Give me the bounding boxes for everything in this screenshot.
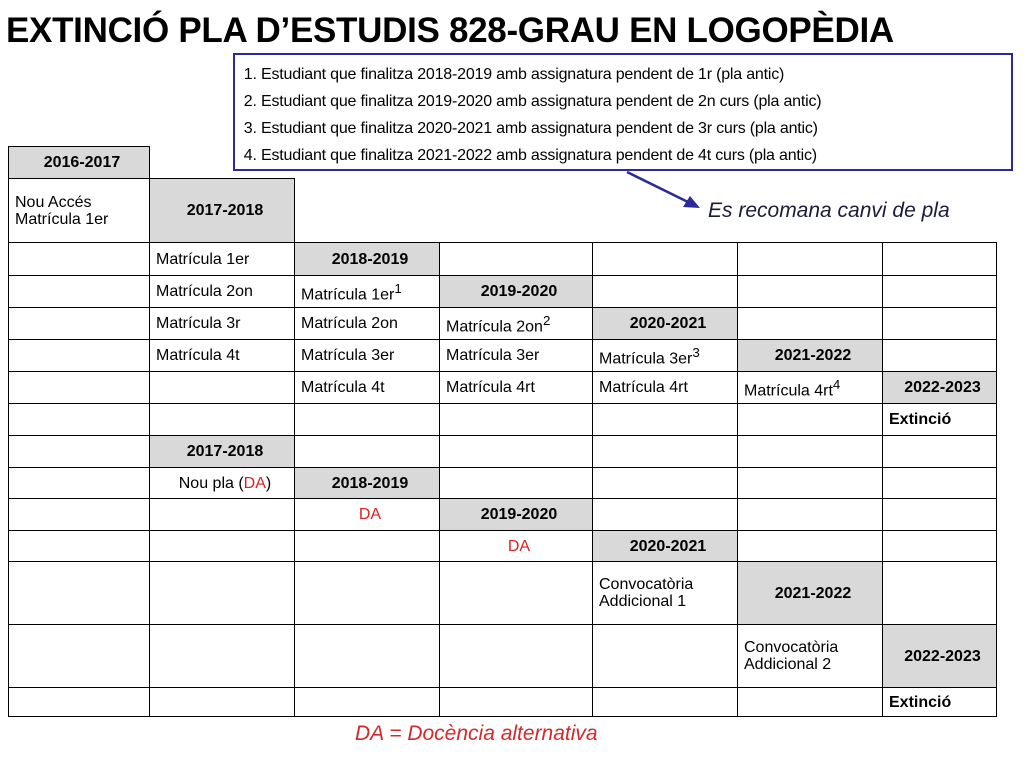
table-row [9,276,997,308]
cell-text: Addicional 2 [744,656,832,673]
cell-text: Nou pla ( [178,474,244,492]
table-cell [593,688,738,717]
table-cell [150,562,295,625]
table-row [9,179,997,243]
table-cell [9,340,150,372]
cell-text: Convocatòria [744,639,839,656]
table-cell [440,308,593,340]
table-cell [150,531,295,562]
table-cell [9,243,150,276]
table-cell [440,468,593,499]
table-row [9,340,997,372]
footnote-2: 2. Estudiant que finalitza 2019-2020 amb assignatura pendent de 2n curs (pla antic) [261,88,1005,115]
table-cell [883,531,997,562]
table-cell [440,436,593,468]
cell-text: Matrícula 2on [446,318,543,336]
table-cell [9,531,150,562]
extinction-label: Extinció [883,688,997,717]
table-cell: Matrícula 1er [150,243,295,276]
table-cell: Matrícula 4rt [440,372,593,404]
table-cell [440,688,593,717]
year-header: 2018-2019 [295,243,440,276]
table-cell [883,468,997,499]
table-cell [738,688,883,717]
da-label: DA [295,499,440,531]
table-cell [883,562,997,625]
table-cell: Matrícula 3er [440,340,593,372]
table-cell [440,625,593,688]
cell-text: Matrícula 3er [599,350,693,368]
table-cell [593,276,738,308]
table-cell: Matrícula 4t [295,372,440,404]
table-row [9,436,997,468]
table-cell [738,308,883,340]
table-cell [738,499,883,531]
table-cell [593,436,738,468]
table-cell: Matrícula 2on [150,276,295,308]
footnote-ref: 1 [394,280,402,296]
year-header: 2022-2023 [883,372,997,404]
table-cell [295,625,440,688]
table-cell [738,436,883,468]
table-cell [150,499,295,531]
table-cell [9,625,150,688]
table-cell [440,243,593,276]
table-row [9,625,997,688]
footnote-ref: 2 [542,312,551,328]
table-cell [9,372,150,404]
year-header: 2021-2022 [738,340,883,372]
footnote-4: 4. Estudiant que finalitza 2021-2022 amb assignatura pendent de 4t curs (pla antic) [261,142,1005,169]
table-cell [738,468,883,499]
footnote-1: 1. Estudiant que finalitza 2018-2019 amb assignatura pendent de 1r (pla antic) [261,61,1005,88]
table-cell [150,688,295,717]
extinction-label: Extinció [883,404,997,436]
table-cell [9,468,150,499]
table-cell: Matrícula 3r [150,308,295,340]
table-cell [883,243,997,276]
table-cell [883,276,997,308]
table-cell [738,625,883,688]
page-title: EXTINCIÓ PLA D’ESTUDIS 828-GRAU EN LOGOPÈDIA [6,11,894,50]
table-row [9,308,997,340]
year-header: 2018-2019 [295,468,440,499]
table-row [9,468,997,499]
table-cell: Matrícula 4rt [593,372,738,404]
table-cell: Matrícula 2on [295,308,440,340]
table-cell [440,562,593,625]
table-cell [440,404,593,436]
legend-da: DA = Docència alternativa [355,722,598,745]
table-cell [9,179,150,243]
table-row [9,688,997,717]
cell-text: Addicional 1 [599,593,687,610]
table-row [9,562,997,625]
table-row [9,499,997,531]
table-cell [738,243,883,276]
cell-text: Matrícula 1er [301,286,395,304]
footnote-ref: 3 [692,344,700,360]
year-header: 2020-2021 [593,308,738,340]
table-row [9,372,997,404]
cell-text: Matrícula 4rt [744,382,833,400]
table-cell [9,308,150,340]
table-cell [738,531,883,562]
table-cell [295,436,440,468]
footnote-ref: 4 [832,376,841,392]
table-cell [593,404,738,436]
table-cell [295,562,440,625]
table-cell [9,276,150,308]
table-cell [150,372,295,404]
table-cell [295,276,440,308]
year-header: 2019-2020 [440,499,593,531]
table-cell [593,499,738,531]
table-cell [883,499,997,531]
table-cell: Matrícula 3er [295,340,440,372]
table-cell [9,499,150,531]
table-cell [738,276,883,308]
table-row [9,404,997,436]
table-cell [295,688,440,717]
year-header: 2020-2021 [593,531,738,562]
table-cell [883,340,997,372]
table-cell [738,404,883,436]
cell-text: Nou Accés [15,193,92,211]
year-header: 2019-2020 [440,276,593,308]
table-cell [9,436,150,468]
table-cell [593,468,738,499]
table-cell [150,468,295,499]
table-cell: Matrícula 4t [150,340,295,372]
da-label: DA [243,474,266,492]
table-cell [295,531,440,562]
table-cell [883,436,997,468]
table-cell [593,340,738,372]
table-row [9,147,997,179]
da-label: DA [440,531,593,562]
table-cell [738,372,883,404]
year-header: 2016-2017 [9,147,150,179]
cell-text: Matrícula 1er [15,210,109,228]
table-cell [9,562,150,625]
table-cell [9,404,150,436]
year-header: 2022-2023 [883,625,997,688]
cell-text: Convocatòria [599,576,694,593]
table-row [9,531,997,562]
table-cell [9,688,150,717]
table-cell [593,625,738,688]
cell-text: ) [265,474,272,492]
extinction-schedule-table [8,146,997,717]
year-header: 2021-2022 [738,562,883,625]
table-row [9,243,997,276]
table-cell [593,243,738,276]
year-header: 2017-2018 [150,179,295,243]
table-cell [150,404,295,436]
year-header: 2017-2018 [150,436,295,468]
table-cell [593,562,738,625]
table-cell [150,625,295,688]
recommendation-text: Es recomana canvi de pla [708,199,950,222]
table-cell [883,308,997,340]
footnote-3: 3. Estudiant que finalitza 2020-2021 amb assignatura pendent de 3r curs (pla antic) [261,115,1005,142]
table-cell [295,404,440,436]
